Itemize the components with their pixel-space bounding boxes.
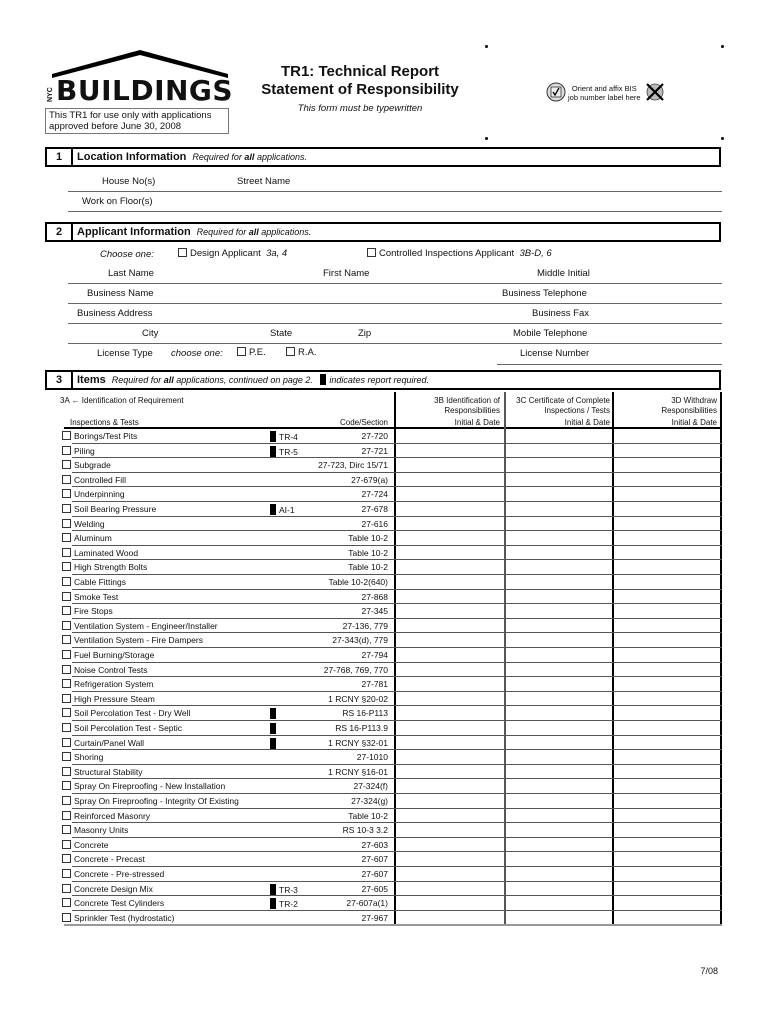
item-checkbox[interactable] — [62, 592, 71, 601]
code-section: RS 16-P113.9 — [335, 723, 388, 733]
col-3d-header: 3D Withdraw Responsibilities — [661, 396, 717, 415]
item-checkbox[interactable] — [62, 752, 71, 761]
ci-applicant-option[interactable]: Controlled Inspections Applicant 3B-D, 6 — [367, 248, 552, 259]
code-section: 27-607a(1) — [346, 898, 388, 909]
table-row — [60, 867, 722, 882]
item-checkbox[interactable] — [62, 533, 71, 542]
inspection-item[interactable] — [62, 446, 95, 456]
table-row — [60, 750, 722, 765]
item-name: High Strength Bolts — [74, 562, 148, 573]
city-field[interactable] — [68, 343, 722, 344]
report-required — [270, 884, 298, 895]
code-section: 27-794 — [361, 650, 388, 660]
report-required — [270, 504, 295, 515]
table-row — [60, 517, 722, 532]
table-row — [60, 677, 722, 692]
item-name: Piling — [74, 445, 95, 456]
table-row — [60, 882, 722, 897]
item-name: Noise Control Tests — [74, 664, 148, 675]
form-subtitle: This form must be typewritten — [297, 103, 423, 114]
col-3b-header: 3B Identification of Responsibilities — [434, 396, 500, 415]
item-name: Ventilation System - Fire Dampers — [74, 635, 203, 646]
report-code: AI-1 — [279, 505, 295, 515]
section-number: 3 — [47, 372, 73, 388]
section-title: Location Information Required for all applications. — [77, 151, 307, 163]
middle-initial-label: Middle Initial — [537, 268, 590, 279]
item-checkbox[interactable] — [62, 898, 71, 907]
inspection-item[interactable] — [62, 884, 153, 894]
item-checkbox[interactable] — [62, 519, 71, 528]
item-checkbox[interactable] — [62, 606, 71, 615]
code-section: 27-768, 769, 770 — [323, 664, 388, 675]
code-section: 1 RCNY §16-01 — [328, 766, 388, 777]
business-address-field[interactable] — [68, 323, 722, 324]
table-row — [60, 473, 722, 488]
license-number-field[interactable] — [497, 364, 722, 365]
code-section: 27-343(d), 779 — [332, 635, 388, 646]
inspection-item[interactable] — [62, 781, 225, 791]
code-section: 27-724 — [361, 489, 388, 500]
inspection-item[interactable] — [62, 562, 147, 572]
item-checkbox[interactable] — [62, 489, 71, 498]
item-checkbox[interactable] — [62, 811, 71, 820]
applicability-notice: This TR1 for use only with applications approved before June 30, 2008 — [45, 108, 229, 134]
table-row — [60, 604, 722, 619]
item-name: Soil Percolation Test - Septic — [74, 723, 183, 733]
inspection-item[interactable] — [62, 533, 112, 543]
license-number-label: License Number — [520, 348, 590, 359]
table-row — [60, 721, 722, 736]
item-checkbox[interactable] — [62, 665, 71, 674]
table-row — [60, 575, 722, 590]
inspection-item[interactable] — [62, 489, 125, 499]
state-label: State — [270, 328, 293, 339]
report-required — [270, 723, 279, 734]
registration-mark — [721, 45, 724, 48]
business-name-label: Business Name — [87, 288, 154, 299]
code-section: 27-345 — [361, 606, 388, 617]
inspection-item[interactable] — [62, 854, 145, 864]
item-name: Shoring — [74, 752, 104, 763]
inspection-item[interactable] — [62, 460, 111, 470]
check-badge-icon — [546, 82, 566, 102]
item-name: Subgrade — [74, 460, 111, 471]
registration-mark — [721, 137, 724, 140]
code-section: 27-605 — [361, 883, 388, 894]
code-section: 27-136, 779 — [342, 620, 388, 631]
code-section: 27-1010 — [356, 752, 388, 763]
item-name: Spray On Fireproofing - New Installation — [74, 781, 226, 792]
inspection-item[interactable] — [62, 606, 113, 616]
table-row — [60, 444, 722, 459]
code-section: 27-603 — [361, 839, 388, 850]
table-row — [60, 663, 722, 678]
item-name: Masonry Units — [74, 825, 129, 836]
item-checkbox[interactable] — [62, 767, 71, 776]
item-name: Concrete Test Cylinders — [74, 898, 165, 909]
item-checkbox[interactable] — [62, 738, 71, 747]
table-row — [60, 458, 722, 473]
code-section: 27-723, Dirc 15/71 — [318, 460, 388, 471]
form-title: TR1: Technical Report Statement of Responsibility — [261, 63, 459, 98]
table-row — [60, 852, 722, 867]
inspection-item[interactable] — [62, 752, 103, 762]
report-required-marker-icon — [270, 898, 276, 909]
inspection-item[interactable] — [62, 708, 190, 718]
code-section: RS 10-3 3.2 — [342, 825, 388, 836]
item-checkbox[interactable] — [62, 840, 71, 849]
code-section: Table 10-2 — [348, 562, 388, 573]
item-checkbox[interactable] — [62, 475, 71, 484]
section-title: Items Required for all applications, continued on page 2. indicates report required. — [77, 374, 429, 386]
license-ra-option[interactable]: R.A. — [286, 347, 316, 358]
inspection-item[interactable] — [62, 519, 105, 529]
business-telephone-label: Business Telephone — [502, 288, 587, 299]
business-name-field[interactable] — [68, 303, 722, 304]
inspection-item[interactable] — [62, 635, 203, 645]
item-name: Laminated Wood — [74, 547, 139, 558]
pe-checkbox[interactable] — [237, 347, 246, 356]
inspection-item[interactable] — [62, 592, 118, 602]
table-row — [60, 838, 722, 853]
item-checkbox[interactable] — [62, 825, 71, 834]
license-choose-label: choose one: — [171, 348, 223, 359]
col-3c-initial-date: Initial & Date — [564, 418, 610, 427]
house-no-label: House No(s) — [102, 176, 156, 187]
license-pe-option[interactable]: P.E. — [237, 347, 266, 358]
inspection-item[interactable] — [62, 913, 174, 923]
bis-label-instructions: Orient and affix BIS job number label here — [568, 84, 641, 102]
item-checkbox[interactable] — [62, 635, 71, 644]
table-row — [60, 809, 722, 824]
item-name: Smoke Test — [74, 591, 119, 602]
col-3a-header: 3A ← Identification of Requirement — [60, 396, 184, 405]
section-number: 1 — [47, 149, 73, 165]
table-row — [60, 429, 722, 444]
item-name: Cable Fittings — [74, 577, 126, 587]
item-checkbox[interactable] — [62, 694, 71, 703]
item-checkbox[interactable] — [62, 913, 71, 922]
inspection-item[interactable] — [62, 621, 218, 631]
item-name: Soil Bearing Pressure — [74, 504, 157, 514]
item-checkbox[interactable] — [62, 504, 71, 513]
inspection-item[interactable] — [62, 796, 239, 806]
section-number: 2 — [47, 224, 73, 240]
item-name: Aluminum — [74, 533, 112, 544]
work-on-floor-label: Work on Floor(s) — [82, 196, 153, 207]
section-3-header — [45, 370, 721, 390]
design-applicant-checkbox[interactable] — [178, 248, 187, 257]
report-required-marker-icon — [320, 374, 326, 385]
item-name: Fuel Burning/Storage — [74, 650, 155, 660]
mobile-telephone-label: Mobile Telephone — [513, 328, 588, 339]
ci-applicant-checkbox[interactable] — [367, 248, 376, 257]
zip-label: Zip — [358, 328, 372, 339]
table-row — [60, 590, 722, 605]
table-row — [60, 619, 722, 634]
section-2-header — [45, 222, 721, 242]
code-section: Table 10-2(640) — [328, 577, 388, 587]
table-row — [60, 560, 722, 575]
inspection-item[interactable] — [62, 825, 128, 835]
report-required-marker-icon — [270, 446, 276, 457]
item-checkbox[interactable] — [62, 781, 71, 790]
table-row — [60, 531, 722, 546]
item-checkbox[interactable] — [62, 548, 71, 557]
last-name-label: Last Name — [108, 268, 154, 279]
license-type-label: License Type — [97, 348, 153, 359]
ra-checkbox[interactable] — [286, 347, 295, 356]
code-section: 27-678 — [361, 504, 388, 514]
table-row — [60, 779, 722, 794]
inspection-item[interactable] — [62, 504, 156, 514]
inspection-item[interactable] — [62, 548, 138, 558]
report-required — [270, 446, 298, 457]
inspection-item[interactable] — [62, 431, 137, 441]
logo-nyc: NYC — [47, 87, 54, 102]
inspection-item[interactable] — [62, 723, 182, 733]
item-checkbox[interactable] — [62, 723, 71, 732]
code-section: 27-720 — [361, 431, 388, 441]
item-checkbox[interactable] — [62, 796, 71, 805]
inspection-item[interactable] — [62, 694, 155, 704]
inspection-item[interactable] — [62, 475, 126, 485]
report-required-marker-icon — [270, 884, 276, 895]
table-row — [60, 706, 722, 721]
inspection-item[interactable] — [62, 898, 164, 908]
item-name: Controlled Fill — [74, 474, 126, 485]
report-required — [270, 708, 279, 719]
table-row — [60, 823, 722, 838]
item-checkbox[interactable] — [62, 679, 71, 688]
report-required — [270, 431, 298, 442]
report-required-marker-icon — [270, 738, 276, 749]
item-name: Sprinkler Test (hydrostatic) — [74, 912, 175, 923]
crossed-out-icon — [645, 82, 665, 102]
first-name-label: First Name — [323, 268, 370, 279]
item-checkbox[interactable] — [62, 621, 71, 630]
house-street-field[interactable] — [68, 191, 722, 192]
item-checkbox[interactable] — [62, 446, 71, 455]
city-label: City — [142, 328, 159, 339]
item-checkbox[interactable] — [62, 650, 71, 659]
code-section: 27-607 — [361, 869, 388, 879]
item-name: High Pressure Steam — [74, 693, 155, 704]
inspection-item[interactable] — [62, 869, 164, 879]
inspection-item[interactable] — [62, 665, 148, 675]
code-section: 27-868 — [361, 591, 388, 602]
col-3b-initial-date: Initial & Date — [454, 418, 500, 427]
street-name-label: Street Name — [237, 176, 291, 187]
item-name: Concrete - Precast — [74, 854, 145, 865]
col-inspections-header: Inspections & Tests — [70, 418, 139, 427]
report-code: TR-5 — [279, 446, 298, 457]
code-section: Table 10-2 — [348, 533, 388, 544]
business-fax-label: Business Fax — [532, 308, 590, 319]
report-code: TR-4 — [279, 432, 298, 442]
registration-mark — [485, 45, 488, 48]
item-checkbox[interactable] — [62, 562, 71, 571]
table-row — [60, 765, 722, 780]
item-checkbox[interactable] — [62, 884, 71, 893]
inspection-item[interactable] — [62, 577, 126, 587]
inspection-item[interactable] — [62, 840, 109, 850]
item-checkbox[interactable] — [62, 577, 71, 586]
name-field[interactable] — [68, 283, 722, 284]
work-on-floor-field[interactable] — [68, 211, 722, 212]
report-required-marker-icon — [270, 431, 276, 442]
code-section: RS 16-P113 — [342, 708, 388, 719]
report-code: TR-3 — [279, 884, 298, 895]
item-name: Curtain/Panel Wall — [74, 737, 145, 748]
item-name: Ventilation System - Engineer/Installer — [74, 620, 218, 631]
item-name: Welding — [74, 518, 105, 529]
report-code: TR-2 — [279, 899, 298, 910]
item-name: Refrigeration System — [74, 679, 154, 690]
table-row — [60, 546, 722, 561]
code-section: 27-967 — [361, 912, 388, 923]
registration-mark — [485, 137, 488, 140]
table-row — [60, 896, 722, 911]
report-required-marker-icon — [270, 723, 276, 734]
form-version: 7/08 — [700, 966, 718, 976]
report-required — [270, 738, 279, 749]
code-section: 27-324(g) — [351, 796, 388, 806]
table-row — [60, 648, 722, 663]
report-required — [270, 898, 298, 909]
table-row — [60, 736, 722, 751]
code-section: 27-607 — [361, 854, 388, 865]
report-required-marker-icon — [270, 504, 276, 515]
col-3c-header: 3C Certificate of Complete Inspections / Tests — [516, 396, 610, 415]
item-name: Spray On Fireproofing - Integrity Of Existing — [74, 796, 239, 806]
inspection-item[interactable] — [62, 650, 154, 660]
item-name: Fire Stops — [74, 606, 113, 617]
item-name: Borings/Test Pits — [74, 431, 138, 441]
code-section: Table 10-2 — [348, 547, 388, 558]
table-row — [60, 692, 722, 707]
inspection-item[interactable] — [62, 767, 143, 777]
table-bottom-rule — [64, 924, 722, 926]
item-name: Structural Stability — [74, 766, 143, 777]
item-name: Underpinning — [74, 489, 125, 500]
col-3d-initial-date: Initial & Date — [671, 418, 717, 427]
item-checkbox[interactable] — [62, 708, 71, 717]
item-name: Reinforced Masonry — [74, 810, 151, 821]
code-section: 27-721 — [361, 445, 388, 456]
code-section: 1 RCNY §32-01 — [328, 737, 388, 748]
code-section: Table 10-2 — [348, 810, 388, 821]
code-section: 27-781 — [361, 679, 388, 690]
code-section: 27-324(f) — [353, 781, 388, 792]
table-row — [60, 794, 722, 809]
inspection-item[interactable] — [62, 679, 153, 689]
code-section: 27-616 — [361, 518, 388, 529]
item-checkbox[interactable] — [62, 869, 71, 878]
logo-buildings: BUILDINGS — [56, 74, 234, 107]
report-required-marker-icon — [270, 708, 276, 719]
business-address-label: Business Address — [77, 308, 153, 319]
item-checkbox[interactable] — [62, 854, 71, 863]
item-checkbox[interactable] — [62, 460, 71, 469]
design-applicant-option[interactable]: Design Applicant 3a, 4 — [178, 248, 287, 259]
section-1-header — [45, 147, 721, 167]
item-name: Concrete — [74, 839, 109, 850]
table-row — [60, 502, 722, 517]
item-name: Concrete Design Mix — [74, 883, 153, 894]
code-section: 27-679(a) — [351, 474, 388, 485]
section-title: Applicant Information Required for all applications. — [77, 226, 312, 238]
table-row — [60, 633, 722, 648]
choose-one-label: Choose one: — [100, 249, 154, 260]
item-checkbox[interactable] — [62, 431, 71, 440]
inspection-item[interactable] — [62, 738, 144, 748]
inspection-item[interactable] — [62, 811, 150, 821]
code-section: 1 RCNY §20-02 — [328, 693, 388, 704]
col-code-header: Code/Section — [339, 418, 388, 427]
item-name: Concrete - Pre-stressed — [74, 869, 165, 879]
item-name: Soil Percolation Test - Dry Well — [74, 708, 191, 719]
table-row — [60, 487, 722, 502]
